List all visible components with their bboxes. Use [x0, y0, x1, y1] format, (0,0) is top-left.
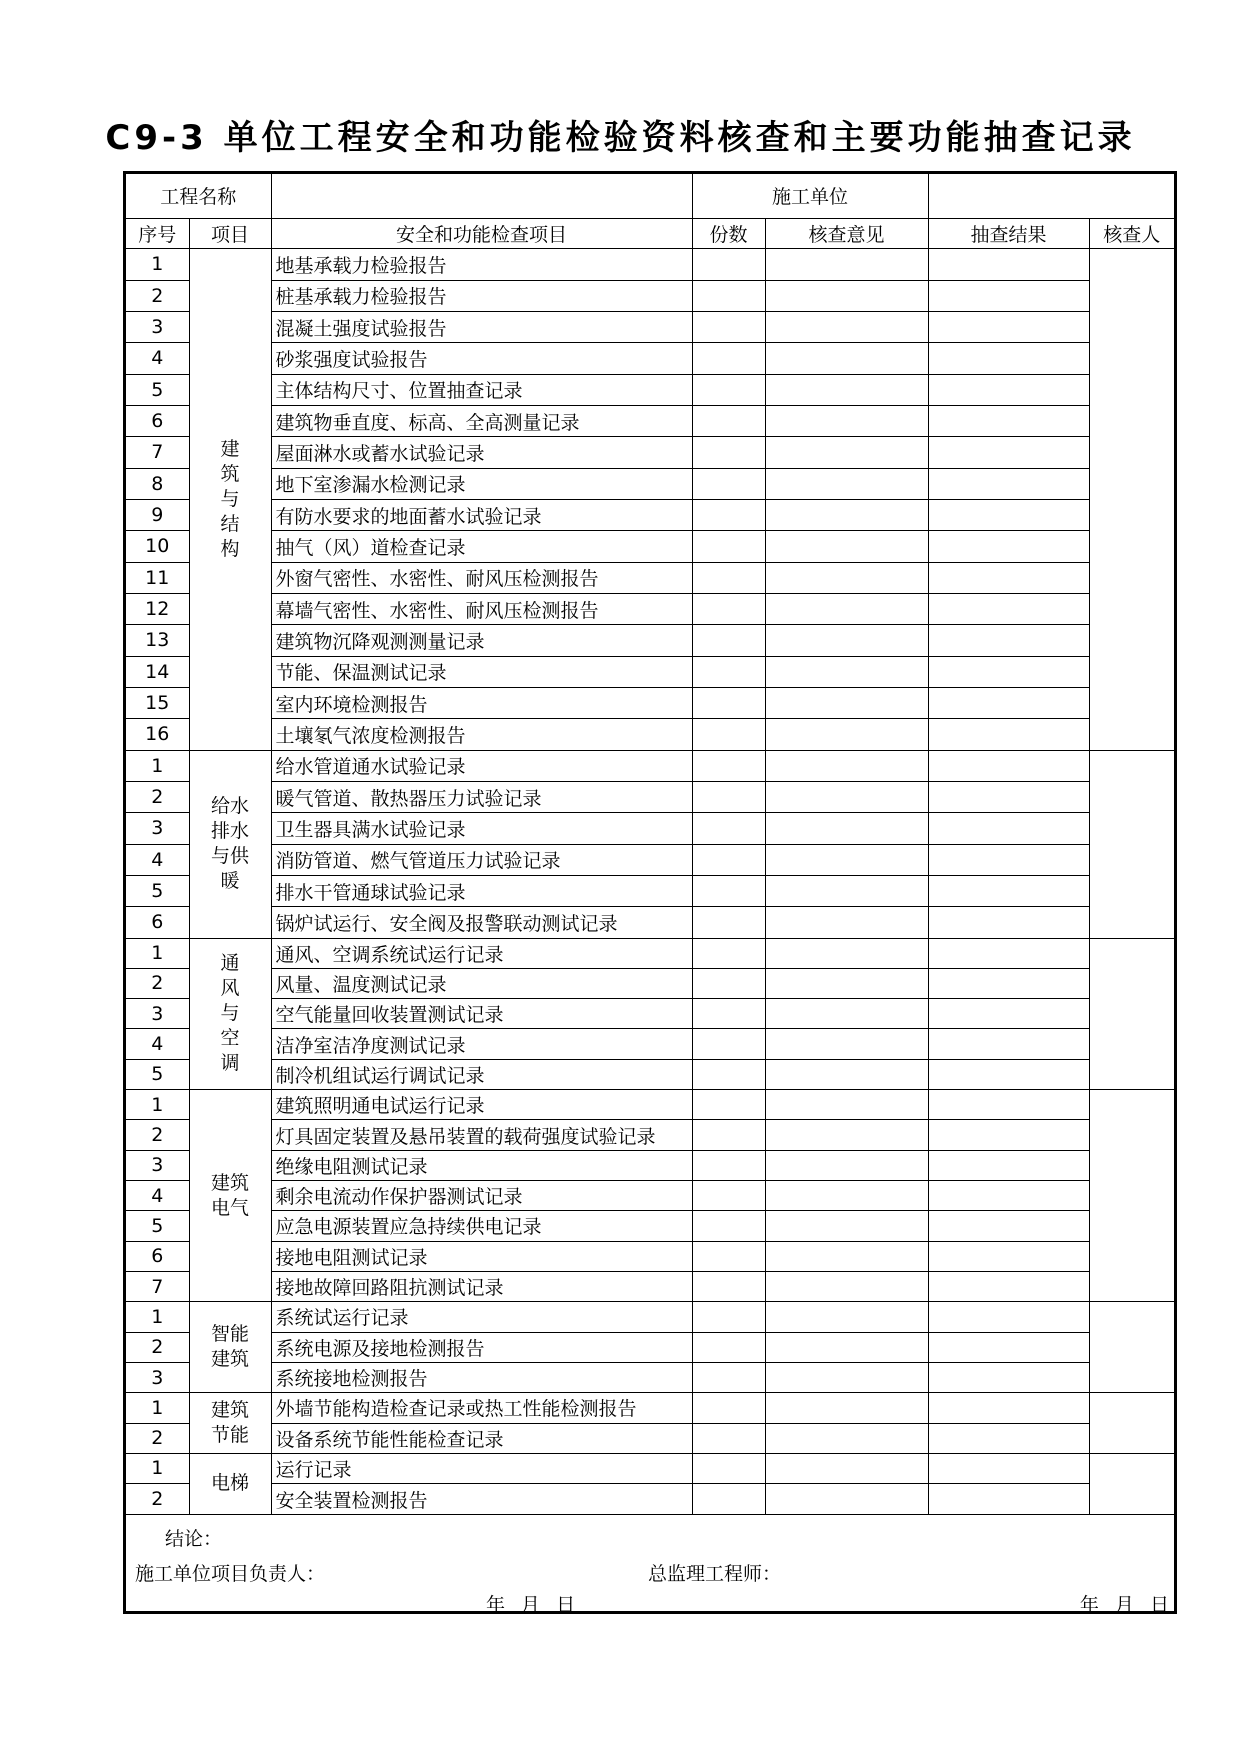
row-seq: 5	[126, 374, 189, 405]
table-row	[126, 1241, 1174, 1271]
col-category: 项目	[189, 218, 271, 248]
row-item-name: 外窗气密性、水密性、耐风压检测报告	[271, 562, 692, 593]
row-item-name: 外墙节能构造检查记录或热工性能检测报告	[271, 1393, 692, 1423]
copies-cell[interactable]	[692, 1181, 765, 1211]
table-row	[126, 813, 1174, 844]
spot-check-result-cell[interactable]	[928, 311, 1089, 342]
review-opinion-cell[interactable]	[765, 1484, 928, 1515]
row-seq: 4	[126, 1029, 189, 1059]
row-item-name: 系统电源及接地检测报告	[271, 1332, 692, 1362]
row-item-name: 砂浆强度试验报告	[271, 343, 692, 374]
copies-cell[interactable]	[692, 374, 765, 405]
review-opinion-cell[interactable]	[765, 405, 928, 436]
category-cell	[189, 750, 271, 938]
row-item-name: 洁净室洁净度测试记录	[271, 1029, 692, 1059]
table-row	[126, 656, 1174, 687]
col-seq: 序号	[126, 218, 189, 248]
copies-cell[interactable]	[692, 656, 765, 687]
category-label: 智能建筑	[210, 1323, 249, 1371]
copies-cell[interactable]	[692, 499, 765, 530]
col-review-opinion: 核查意见	[765, 218, 928, 248]
table-row	[126, 938, 1174, 968]
review-opinion-cell[interactable]	[765, 656, 928, 687]
table-row	[126, 1090, 1174, 1120]
row-item-name: 屋面淋水或蓄水试验记录	[271, 437, 692, 468]
row-seq: 12	[126, 593, 189, 624]
spot-check-result-cell[interactable]	[928, 907, 1089, 938]
table-row	[126, 1362, 1174, 1392]
spot-check-result-cell[interactable]	[928, 499, 1089, 530]
table-row	[126, 374, 1174, 405]
review-opinion-cell[interactable]	[765, 593, 928, 624]
project-name-label: 工程名称	[126, 174, 271, 218]
review-opinion-cell[interactable]	[765, 1241, 928, 1271]
row-seq: 13	[126, 625, 189, 656]
category-cell	[189, 1393, 271, 1454]
copies-cell[interactable]	[692, 625, 765, 656]
row-seq: 5	[126, 1211, 189, 1241]
review-opinion-cell[interactable]	[765, 1029, 928, 1059]
spot-check-result-cell[interactable]	[928, 1362, 1089, 1392]
table-row	[126, 781, 1174, 812]
spot-check-result-cell[interactable]	[928, 938, 1089, 968]
row-seq: 4	[126, 343, 189, 374]
row-seq: 7	[126, 437, 189, 468]
copies-cell[interactable]	[692, 531, 765, 562]
review-opinion-cell[interactable]	[765, 1090, 928, 1120]
signature-area	[126, 1515, 1174, 1616]
review-opinion-cell[interactable]	[765, 343, 928, 374]
spot-check-result-cell[interactable]	[928, 1453, 1089, 1483]
spot-check-result-cell[interactable]	[928, 374, 1089, 405]
review-opinion-cell[interactable]	[765, 1271, 928, 1301]
spot-check-result-cell[interactable]	[928, 593, 1089, 624]
row-seq: 3	[126, 999, 189, 1029]
review-opinion-cell[interactable]	[765, 468, 928, 499]
copies-cell[interactable]	[692, 562, 765, 593]
row-item-name: 地下室渗漏水检测记录	[271, 468, 692, 499]
table-row	[126, 343, 1174, 374]
copies-cell[interactable]	[692, 1241, 765, 1271]
copies-cell[interactable]	[692, 719, 765, 750]
spot-check-result-cell[interactable]	[928, 405, 1089, 436]
copies-cell[interactable]	[692, 437, 765, 468]
category-label: 建筑与结构	[220, 437, 240, 560]
row-seq: 10	[126, 531, 189, 562]
review-opinion-cell[interactable]	[765, 813, 928, 844]
table-row	[126, 907, 1174, 938]
row-seq: 1	[126, 1393, 189, 1423]
row-seq: 1	[126, 1302, 189, 1332]
category-label: 建筑电气	[210, 1171, 249, 1219]
copies-cell[interactable]	[692, 1090, 765, 1120]
copies-cell[interactable]	[692, 1362, 765, 1392]
row-item-name: 锅炉试运行、安全阀及报警联动测试记录	[271, 907, 692, 938]
reviewer-cell[interactable]	[1089, 750, 1174, 938]
spot-check-result-cell[interactable]	[928, 1271, 1089, 1301]
spot-check-result-cell[interactable]	[928, 343, 1089, 374]
spot-check-result-cell[interactable]	[928, 437, 1089, 468]
row-seq: 3	[126, 813, 189, 844]
category-cell	[189, 1453, 271, 1514]
conclusion-label: 结论：	[165, 1528, 223, 1550]
row-seq: 2	[126, 1484, 189, 1515]
review-opinion-cell[interactable]	[765, 968, 928, 998]
category-label: 电梯	[210, 1472, 249, 1495]
copies-cell[interactable]	[692, 1423, 765, 1453]
row-seq: 2	[126, 280, 189, 311]
spot-check-result-cell[interactable]	[928, 656, 1089, 687]
column-header-row	[126, 218, 1174, 248]
category-label: 通风与空调	[220, 952, 240, 1075]
row-seq: 9	[126, 499, 189, 530]
row-item-name: 接地电阻测试记录	[271, 1241, 692, 1271]
table-row	[126, 499, 1174, 530]
spot-check-result-cell[interactable]	[928, 1150, 1089, 1180]
row-item-name: 暖气管道、散热器压力试验记录	[271, 781, 692, 812]
project-name-field[interactable]	[271, 174, 692, 218]
review-opinion-cell[interactable]	[765, 1150, 928, 1180]
review-opinion-cell[interactable]	[765, 687, 928, 718]
row-item-name: 剩余电流动作保护器测试记录	[271, 1181, 692, 1211]
spot-check-result-cell[interactable]	[928, 687, 1089, 718]
row-item-name: 接地故障回路阻抗测试记录	[271, 1271, 692, 1301]
table-row	[126, 531, 1174, 562]
table-row	[126, 968, 1174, 998]
row-seq: 7	[126, 1271, 189, 1301]
row-item-name: 卫生器具满水试验记录	[271, 813, 692, 844]
col-copies: 份数	[692, 218, 765, 248]
review-opinion-cell[interactable]	[765, 1362, 928, 1392]
contractor-label: 施工单位	[692, 174, 928, 218]
spot-check-result-cell[interactable]	[928, 468, 1089, 499]
page-title: C9-3 单位工程安全和功能检验资料核查和主要功能抽查记录	[105, 118, 1136, 158]
review-opinion-cell[interactable]	[765, 311, 928, 342]
row-item-name: 应急电源装置应急持续供电记录	[271, 1211, 692, 1241]
copies-cell[interactable]	[692, 405, 765, 436]
spot-check-result-cell[interactable]	[928, 875, 1089, 906]
copies-cell[interactable]	[692, 1332, 765, 1362]
category-cell	[189, 938, 271, 1090]
copies-cell[interactable]	[692, 844, 765, 875]
table-row	[126, 1181, 1174, 1211]
row-seq: 2	[126, 781, 189, 812]
copies-cell[interactable]	[692, 249, 765, 280]
table-row	[126, 1150, 1174, 1180]
review-opinion-cell[interactable]	[765, 625, 928, 656]
review-opinion-cell[interactable]	[765, 938, 928, 968]
copies-cell[interactable]	[692, 968, 765, 998]
table-row	[126, 1423, 1174, 1453]
category-cell	[189, 1090, 271, 1302]
row-seq: 1	[126, 249, 189, 280]
copies-cell[interactable]	[692, 1029, 765, 1059]
table-row	[126, 625, 1174, 656]
copies-cell[interactable]	[692, 813, 765, 844]
review-opinion-cell[interactable]	[765, 1211, 928, 1241]
row-item-name: 灯具固定装置及悬吊装置的载荷强度试验记录	[271, 1120, 692, 1150]
row-item-name: 给水管道通水试验记录	[271, 750, 692, 781]
row-item-name: 安全装置检测报告	[271, 1484, 692, 1515]
table-row	[126, 1029, 1174, 1059]
spot-check-result-cell[interactable]	[928, 1181, 1089, 1211]
copies-cell[interactable]	[692, 1484, 765, 1515]
copies-cell[interactable]	[692, 1453, 765, 1483]
copies-cell[interactable]	[692, 907, 765, 938]
row-item-name: 建筑照明通电试运行记录	[271, 1090, 692, 1120]
table-row	[126, 1484, 1174, 1515]
review-opinion-cell[interactable]	[765, 531, 928, 562]
copies-cell[interactable]	[692, 343, 765, 374]
review-opinion-cell[interactable]	[765, 1120, 928, 1150]
row-seq: 2	[126, 1423, 189, 1453]
copies-cell[interactable]	[692, 468, 765, 499]
row-item-name: 设备系统节能性能检查记录	[271, 1423, 692, 1453]
row-item-name: 有防水要求的地面蓄水试验记录	[271, 499, 692, 530]
review-opinion-cell[interactable]	[765, 1059, 928, 1089]
review-opinion-cell[interactable]	[765, 719, 928, 750]
row-item-name: 运行记录	[271, 1453, 692, 1483]
category-label: 给水排水与供暖	[210, 795, 249, 893]
row-seq: 1	[126, 1453, 189, 1483]
review-opinion-cell[interactable]	[765, 1181, 928, 1211]
row-seq: 8	[126, 468, 189, 499]
spot-check-result-cell[interactable]	[928, 750, 1089, 781]
review-opinion-cell[interactable]	[765, 999, 928, 1029]
row-seq: 14	[126, 656, 189, 687]
row-item-name: 风量、温度测试记录	[271, 968, 692, 998]
row-seq: 1	[126, 750, 189, 781]
row-item-name: 土壤氡气浓度检测报告	[271, 719, 692, 750]
row-seq: 3	[126, 311, 189, 342]
reviewer-cell[interactable]	[1089, 249, 1174, 750]
row-item-name: 排水干管通球试验记录	[271, 875, 692, 906]
row-item-name: 通风、空调系统试运行记录	[271, 938, 692, 968]
row-seq: 2	[126, 1120, 189, 1150]
spot-check-result-cell[interactable]	[928, 1029, 1089, 1059]
chief-supervisor-label: 总监理工程师：	[648, 1563, 782, 1585]
table-row	[126, 405, 1174, 436]
row-item-name: 幕墙气密性、水密性、耐风压检测报告	[271, 593, 692, 624]
reviewer-cell[interactable]	[1089, 1302, 1174, 1393]
table-row	[126, 437, 1174, 468]
table-row	[126, 750, 1174, 781]
category-cell	[189, 249, 271, 750]
review-opinion-cell[interactable]	[765, 374, 928, 405]
copies-cell[interactable]	[692, 875, 765, 906]
copies-cell[interactable]	[692, 781, 765, 812]
spot-check-result-cell[interactable]	[928, 531, 1089, 562]
row-item-name: 空气能量回收装置测试记录	[271, 999, 692, 1029]
col-spot-check-result: 抽查结果	[928, 218, 1089, 248]
row-seq: 1	[126, 938, 189, 968]
review-opinion-cell[interactable]	[765, 499, 928, 530]
row-seq: 6	[126, 405, 189, 436]
table-row	[126, 687, 1174, 718]
table-row	[126, 1453, 1174, 1483]
review-opinion-cell[interactable]	[765, 1453, 928, 1483]
row-seq: 15	[126, 687, 189, 718]
date-right: 年 月 日	[1079, 1594, 1174, 1616]
table-row	[126, 999, 1174, 1029]
reviewer-cell[interactable]	[1089, 938, 1174, 1090]
review-opinion-cell[interactable]	[765, 1332, 928, 1362]
table-row	[126, 1302, 1174, 1332]
spot-check-result-cell[interactable]	[928, 1241, 1089, 1271]
category-cell	[189, 1302, 271, 1393]
spot-check-result-cell[interactable]	[928, 1211, 1089, 1241]
table-row	[126, 844, 1174, 875]
copies-cell[interactable]	[692, 1271, 765, 1301]
row-seq: 6	[126, 1241, 189, 1271]
row-seq: 4	[126, 844, 189, 875]
row-seq: 1	[126, 1090, 189, 1120]
reviewer-cell[interactable]	[1089, 1393, 1174, 1454]
copies-cell[interactable]	[692, 1150, 765, 1180]
row-item-name: 混凝土强度试验报告	[271, 311, 692, 342]
spot-check-result-cell[interactable]	[928, 781, 1089, 812]
review-opinion-cell[interactable]	[765, 249, 928, 280]
row-item-name: 室内环境检测报告	[271, 687, 692, 718]
table-row	[126, 280, 1174, 311]
contractor-manager-label: 施工单位项目负责人：	[135, 1563, 326, 1585]
copies-cell[interactable]	[692, 1211, 765, 1241]
row-seq: 3	[126, 1362, 189, 1392]
row-item-name: 节能、保温测试记录	[271, 656, 692, 687]
table-row	[126, 311, 1174, 342]
row-seq: 5	[126, 875, 189, 906]
review-opinion-cell[interactable]	[765, 907, 928, 938]
category-label: 建筑节能	[210, 1399, 249, 1446]
review-opinion-cell[interactable]	[765, 875, 928, 906]
table-row	[126, 593, 1174, 624]
date-left: 年 月 日	[486, 1594, 581, 1616]
row-item-name: 主体结构尺寸、位置抽查记录	[271, 374, 692, 405]
copies-cell[interactable]	[692, 1120, 765, 1150]
row-seq: 6	[126, 907, 189, 938]
review-opinion-cell[interactable]	[765, 437, 928, 468]
copies-cell[interactable]	[692, 1302, 765, 1332]
row-item-name: 绝缘电阻测试记录	[271, 1150, 692, 1180]
row-seq: 3	[126, 1150, 189, 1180]
spot-check-result-cell[interactable]	[928, 1090, 1089, 1120]
copies-cell[interactable]	[692, 593, 765, 624]
review-opinion-cell[interactable]	[765, 562, 928, 593]
spot-check-result-cell[interactable]	[928, 1332, 1089, 1362]
col-reviewer: 核查人	[1089, 218, 1174, 248]
row-seq: 5	[126, 1059, 189, 1089]
table-row	[126, 249, 1174, 280]
row-seq: 2	[126, 968, 189, 998]
review-opinion-cell[interactable]	[765, 1302, 928, 1332]
review-opinion-cell[interactable]	[765, 280, 928, 311]
table-row	[126, 1271, 1174, 1301]
reviewer-cell[interactable]	[1089, 1453, 1174, 1514]
row-seq: 2	[126, 1332, 189, 1362]
row-seq: 4	[126, 1181, 189, 1211]
row-seq: 11	[126, 562, 189, 593]
spot-check-result-cell[interactable]	[928, 1484, 1089, 1515]
copies-cell[interactable]	[692, 311, 765, 342]
reviewer-cell[interactable]	[1089, 1090, 1174, 1302]
review-opinion-cell[interactable]	[765, 1393, 928, 1423]
table-row	[126, 1211, 1174, 1241]
copies-cell[interactable]	[692, 750, 765, 781]
spot-check-result-cell[interactable]	[928, 813, 1089, 844]
table-row	[126, 719, 1174, 750]
table-row	[126, 468, 1174, 499]
copies-cell[interactable]	[692, 1393, 765, 1423]
copies-cell[interactable]	[692, 280, 765, 311]
inspection-table	[126, 174, 1174, 1515]
spot-check-result-cell[interactable]	[928, 562, 1089, 593]
row-item-name: 建筑物垂直度、标高、全高测量记录	[271, 405, 692, 436]
table-row	[126, 1393, 1174, 1423]
spot-check-result-cell[interactable]	[928, 1423, 1089, 1453]
header-row	[126, 174, 1174, 218]
spot-check-result-cell[interactable]	[928, 1059, 1089, 1089]
table-row	[126, 1059, 1174, 1089]
col-item: 安全和功能检查项目	[271, 218, 692, 248]
inspection-form	[123, 171, 1177, 1614]
spot-check-result-cell[interactable]	[928, 1120, 1089, 1150]
spot-check-result-cell[interactable]	[928, 844, 1089, 875]
spot-check-result-cell[interactable]	[928, 1393, 1089, 1423]
table-row	[126, 562, 1174, 593]
row-item-name: 抽气（风）道检查记录	[271, 531, 692, 562]
row-item-name: 建筑物沉降观测测量记录	[271, 625, 692, 656]
copies-cell[interactable]	[692, 938, 765, 968]
spot-check-result-cell[interactable]	[928, 1302, 1089, 1332]
table-row	[126, 1332, 1174, 1362]
review-opinion-cell[interactable]	[765, 750, 928, 781]
table-row	[126, 1120, 1174, 1150]
spot-check-result-cell[interactable]	[928, 999, 1089, 1029]
row-item-name: 桩基承载力检验报告	[271, 280, 692, 311]
spot-check-result-cell[interactable]	[928, 719, 1089, 750]
row-item-name: 消防管道、燃气管道压力试验记录	[271, 844, 692, 875]
copies-cell[interactable]	[692, 1059, 765, 1089]
contractor-field[interactable]	[928, 174, 1174, 218]
spot-check-result-cell[interactable]	[928, 625, 1089, 656]
row-seq: 16	[126, 719, 189, 750]
spot-check-result-cell[interactable]	[928, 968, 1089, 998]
row-item-name: 系统接地检测报告	[271, 1362, 692, 1392]
review-opinion-cell[interactable]	[765, 844, 928, 875]
spot-check-result-cell[interactable]	[928, 249, 1089, 280]
row-item-name: 地基承载力检验报告	[271, 249, 692, 280]
review-opinion-cell[interactable]	[765, 781, 928, 812]
row-item-name: 制冷机组试运行调试记录	[271, 1059, 692, 1089]
copies-cell[interactable]	[692, 687, 765, 718]
spot-check-result-cell[interactable]	[928, 280, 1089, 311]
table-row	[126, 875, 1174, 906]
row-item-name: 系统试运行记录	[271, 1302, 692, 1332]
copies-cell[interactable]	[692, 999, 765, 1029]
review-opinion-cell[interactable]	[765, 1423, 928, 1453]
